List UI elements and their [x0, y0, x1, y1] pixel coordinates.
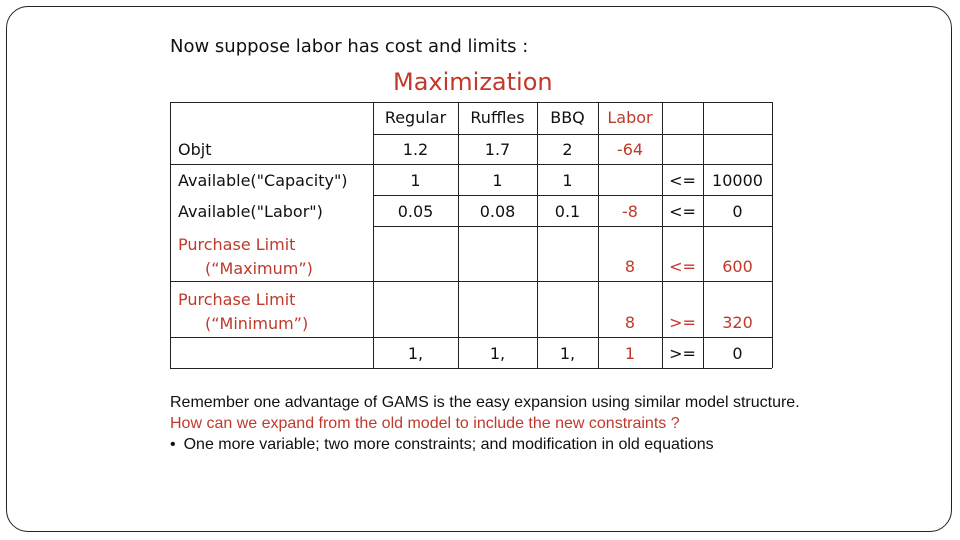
- intro-text: Now suppose labor has cost and limits :: [170, 36, 529, 57]
- bullet-marker: •: [170, 436, 176, 453]
- table-rule-objt: [170, 164, 772, 165]
- table-cell: -64: [616, 140, 644, 159]
- table-cell: 1.2: [402, 140, 429, 159]
- table-rule-labor: [373, 226, 772, 227]
- table-cell: 8: [624, 313, 636, 332]
- row-label-min: [170, 288, 373, 336]
- table-cell-rhs: 600: [722, 257, 753, 276]
- table-cell: 1: [410, 171, 421, 190]
- row-label-line: (“Maximum”): [205, 259, 313, 278]
- table-cell-rhs: 0: [732, 344, 743, 363]
- header-ruffles: Ruffles: [470, 108, 525, 127]
- table-cell: 0.1: [554, 202, 581, 221]
- table-cell: 2: [562, 140, 573, 159]
- row-label-line: Purchase Limit: [178, 290, 296, 309]
- table-cell-rhs: 0: [732, 202, 743, 221]
- table-cell: 1,: [489, 344, 506, 363]
- note-text: Remember one advantage of GAMS is the easy expansion using similar model structure.: [170, 394, 800, 411]
- row-label-line: (“Minimum”): [205, 314, 309, 333]
- row-label-labor: Available("Labor"): [178, 202, 323, 221]
- header-bbq: BBQ: [550, 108, 585, 127]
- table-rule-header: [373, 134, 772, 135]
- row-label-max: [170, 233, 373, 281]
- table-cell: 1,: [407, 344, 424, 363]
- table-cell-op: >=: [669, 344, 696, 363]
- table-cell: -8: [622, 202, 638, 221]
- table-cell: 1: [562, 171, 573, 190]
- bullet-text: One more variable; two more constraints; and modification in old equations: [183, 436, 714, 453]
- note-block: [170, 392, 810, 455]
- row-label-objt: Objt: [178, 140, 212, 159]
- table-cell: 0.08: [479, 202, 516, 221]
- header-regular: Regular: [384, 108, 447, 127]
- table-cell: 1: [492, 171, 503, 190]
- table-cell-rhs: 10000: [712, 171, 763, 190]
- table-rule-max: [170, 281, 772, 282]
- table-border-top: [170, 102, 772, 103]
- slide-title: Maximization: [393, 68, 553, 96]
- row-label-capacity: Available("Capacity"): [178, 171, 348, 190]
- note-question: How can we expand from the old model to include the new constraints ?: [170, 415, 680, 432]
- table-cell: 1,: [559, 344, 576, 363]
- table-cell-op: >=: [669, 313, 696, 332]
- row-label-line: Purchase Limit: [178, 235, 296, 254]
- table-cell: 1: [624, 344, 636, 363]
- table-cell-rhs: 320: [722, 313, 753, 332]
- table-cell: 1.7: [484, 140, 511, 159]
- table-cell: 0.05: [397, 202, 434, 221]
- bullet-item: [170, 434, 810, 455]
- table-cell-op: <=: [669, 202, 696, 221]
- table-rule-min: [170, 337, 772, 338]
- table-border-right: [772, 102, 773, 368]
- table-rule-capacity: [373, 195, 772, 196]
- header-labor: Labor: [607, 108, 653, 127]
- table-cell-op: <=: [669, 257, 696, 276]
- table-cell-op: <=: [669, 171, 696, 190]
- table-border-bottom: [170, 368, 772, 369]
- table-cell: 8: [624, 257, 636, 276]
